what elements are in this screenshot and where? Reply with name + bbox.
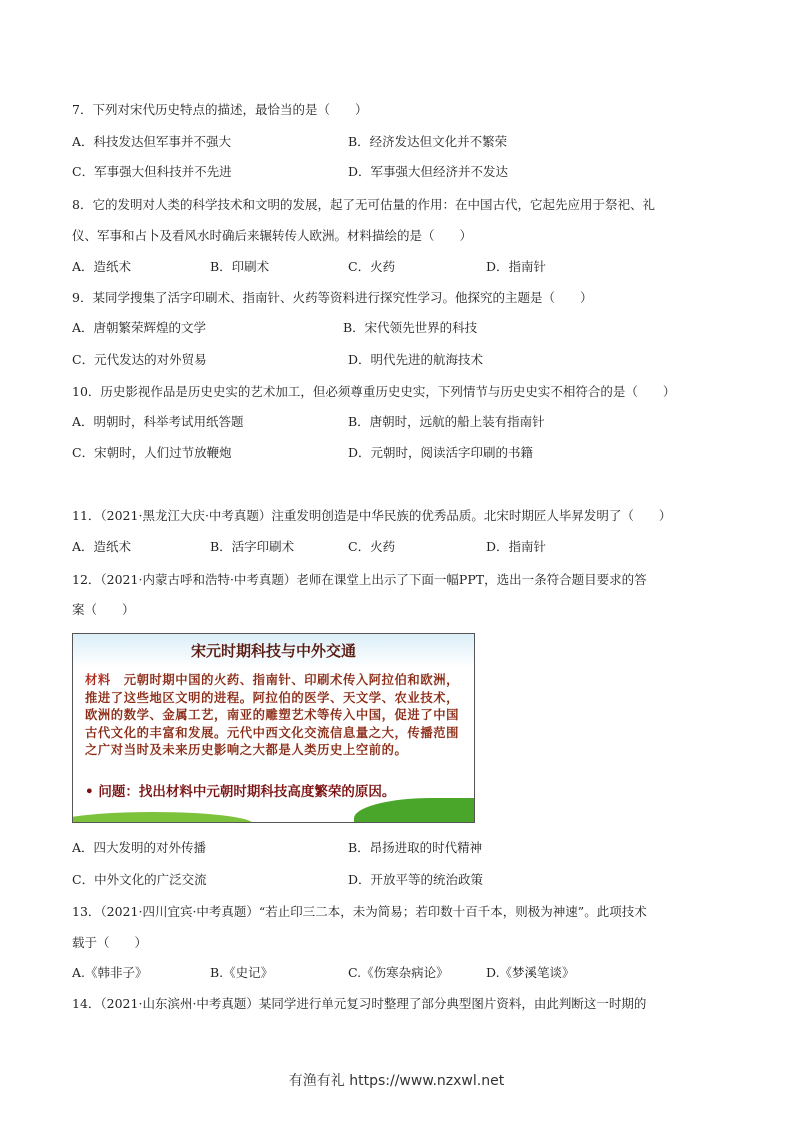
q12-option-a: A．四大发明的对外传播 <box>72 840 207 855</box>
q12-option-d: D．开放平等的统治政策 <box>348 872 484 887</box>
q9-option-c: C．元代发达的对外贸易 <box>72 352 207 367</box>
q10-option-d: D．元朝时，阅读活字印刷的书籍 <box>348 445 534 460</box>
q10-option-a: A．明朝时，科举考试用纸答题 <box>72 414 244 429</box>
question-12-stem: 12．（2021·内蒙古呼和浩特·中考真题）老师在课堂上出示了下面一幅PPT，选出一条符合题目要求的答 <box>72 572 647 587</box>
footer-watermark: 有渔有礼 https://www.nzxwl.net <box>288 1073 505 1089</box>
q12-option-b: B．昂扬进取的时代精神 <box>348 840 483 855</box>
q8-option-c: C．火药 <box>348 259 396 274</box>
q7-option-a: A．科技发达但军事并不强大 <box>72 134 232 149</box>
q9-option-d: D．明代先进的航海技术 <box>348 352 484 367</box>
q12-option-c: C．中外文化的广泛交流 <box>72 872 207 887</box>
question-12-stem-cont: 案（ ） <box>72 602 135 617</box>
q9-option-a: A．唐朝繁荣辉煌的文学 <box>72 320 207 335</box>
q13-option-a: A.《韩非子》 <box>72 965 148 980</box>
q13-option-d: D.《梦溪笔谈》 <box>486 965 575 980</box>
q11-option-b: B．活字印刷术 <box>210 539 295 554</box>
question-7-stem: 7．下列对宋代历史特点的描述，最恰当的是（ ） <box>72 102 368 117</box>
q11-option-a: A．造纸术 <box>72 539 132 554</box>
grass-decoration <box>354 798 475 823</box>
ppt-title: 宋元时期科技与中外交通 <box>190 642 356 660</box>
q11-option-c: C．火药 <box>348 539 396 554</box>
question-9-stem: 9．某同学搜集了活字印刷术、指南针、火药等资料进行探究性学习。他探究的主题是（ ） <box>72 290 593 305</box>
grass-decoration <box>72 812 253 823</box>
q7-option-b: B．经济发达但文化并不繁荣 <box>348 134 508 149</box>
q13-option-c: C.《伤寒杂病论》 <box>348 965 449 980</box>
q13-option-b: B.《史记》 <box>210 965 274 980</box>
question-13-stem-cont: 载于（ ） <box>72 935 148 950</box>
question-14-stem: 14．（2021·山东滨州·中考真题）某同学进行单元复习时整理了部分典型图片资料，由此判断这一时期的 <box>72 996 647 1011</box>
q7-option-d: D．军事强大但经济并不发达 <box>348 164 509 179</box>
q11-option-d: D．指南针 <box>486 539 547 554</box>
q7-option-c: C．军事强大但科技并不先进 <box>72 164 232 179</box>
ppt-material-text: 元朝时期中国的火药、指南针、印刷术传入阿拉伯和欧洲，推进了这些地区文明的进程。阿拉伯的医学、天文学、农业技术，欧洲的数学、金属工艺，南亚的雕塑艺术等传入中国，促进了中国古代文化的丰富和发展。元代中西文化交流信息量之大，传播范围之广对当时及未来历史影响之大都是人类历史上空前的。 <box>85 673 460 757</box>
q10-option-c: C．宋朝时，人们过节放鞭炮 <box>72 445 232 460</box>
ppt-slide-image <box>72 633 475 823</box>
question-13-stem: 13．（2021·四川宜宾·中考真题）“若止印三二本，未为简易；若印数十百千本，则极为神速”。此项技术 <box>72 904 647 919</box>
q9-option-b: B．宋代领先世界的科技 <box>343 320 478 335</box>
question-8-stem-cont: 仪、军事和占卜及看风水时确后来辗转传人欧洲。材料描绘的是（ ） <box>72 228 473 243</box>
question-8-stem: 8．它的发明对人类的科学技术和文明的发展，起了无可估量的作用：在中国古代，它起先应用于祭祀、礼 <box>72 197 655 212</box>
q8-option-b: B．印刷术 <box>210 259 270 274</box>
q8-option-d: D．指南针 <box>486 259 547 274</box>
ppt-material <box>85 672 464 760</box>
ppt-material-label: 材料 <box>85 673 111 687</box>
question-11-stem: 11．（2021·黑龙江大庆·中考真题）注重发明创造是中华民族的优秀品质。北宋时期匠人毕昇发明了（ ） <box>72 508 672 523</box>
question-10-stem: 10．历史影视作品是历史史实的艺术加工，但必须尊重历史史实，下列情节与历史史实不相符合的是（ ） <box>72 384 676 399</box>
q10-option-b: B．唐朝时，远航的船上装有指南针 <box>348 414 545 429</box>
ppt-question: • 问题：找出材料中元朝时期科技高度繁荣的原因。 <box>85 784 396 800</box>
q8-option-a: A．造纸术 <box>72 259 132 274</box>
